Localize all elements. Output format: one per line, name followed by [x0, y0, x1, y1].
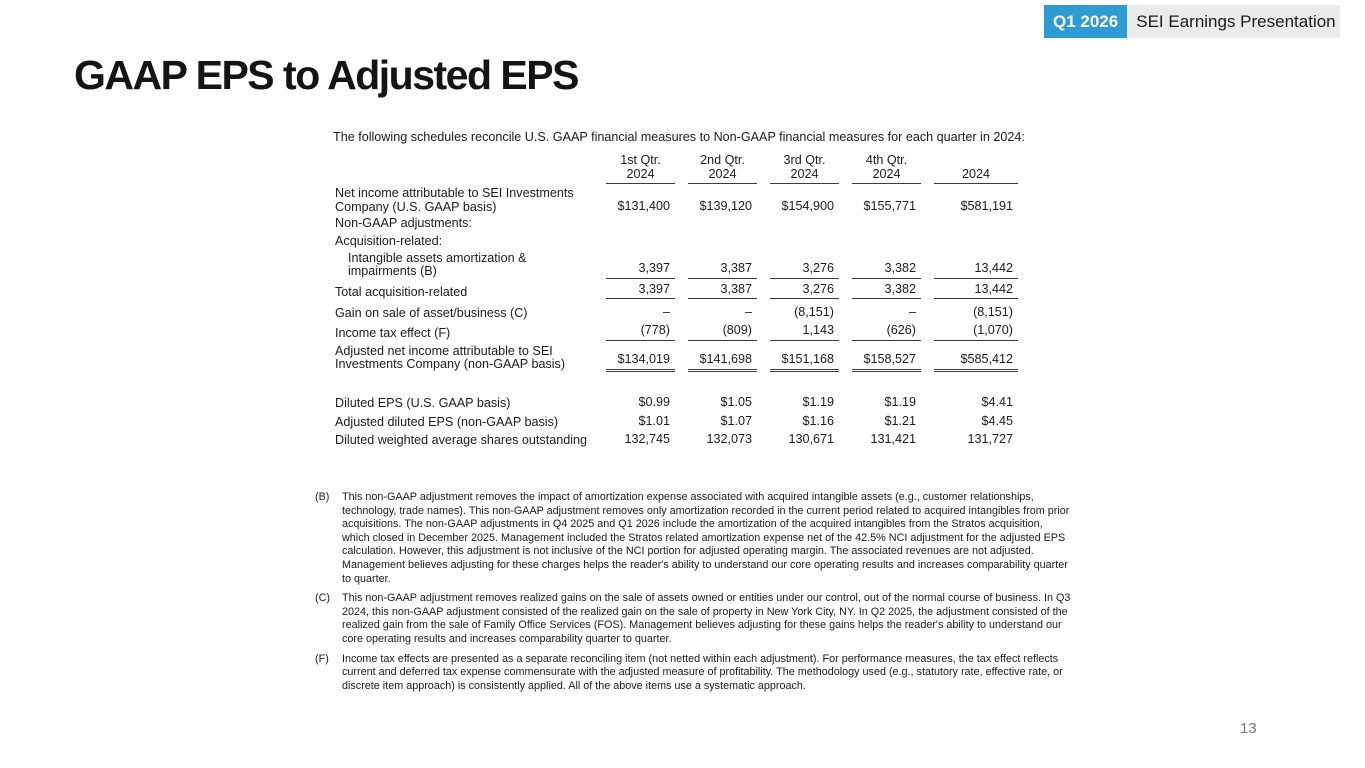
header-bar [1044, 5, 1340, 38]
footnote-label: (C) [315, 592, 330, 605]
cell-value: $155,771 [863, 198, 916, 213]
page-title: GAAP EPS to Adjusted EPS [74, 52, 578, 98]
cell-value: $4.41 [981, 394, 1013, 409]
row-label: Adjusted net income attributable to SEI Investments Company (non-GAAP basis) [335, 343, 566, 372]
column-header [770, 154, 839, 184]
cell-value: 13,442 [934, 283, 1018, 300]
intro-text: The following schedules reconcile U.S. GAAP financial measures to Non-GAAP financial measures for each quarter in 2024: [333, 130, 1025, 144]
cell-value: 13,442 [934, 262, 1018, 279]
row-label: Non-GAAP adjustments: [335, 216, 472, 231]
table-section-gap [335, 372, 1027, 396]
footnote-f [315, 653, 1071, 694]
cell-value: $1.19 [884, 394, 916, 409]
cell-value: (8,151) [794, 305, 834, 320]
table-row [335, 187, 1027, 214]
column-header-line1: 1st Qtr. [620, 153, 661, 167]
cell-value: 131,727 [967, 431, 1013, 446]
column-header [606, 154, 675, 184]
table-row [335, 396, 1027, 411]
cell-value: $1.16 [802, 414, 834, 429]
cell-value: $139,120 [699, 198, 752, 213]
cell-value: 3,397 [606, 283, 675, 300]
table-row [335, 345, 1027, 372]
page-number: 13 [1240, 720, 1257, 737]
row-label: Income tax effect (F) [335, 325, 451, 340]
row-label: Intangible assets amortization & impairments (B) [348, 250, 527, 279]
column-header-line1: 4th Qtr. [865, 153, 908, 167]
cell-value: 3,387 [688, 283, 757, 300]
table-row [335, 433, 1027, 448]
cell-value: $4.45 [981, 414, 1013, 429]
cell-value: – [744, 305, 752, 320]
table-row [335, 217, 1027, 231]
cell-value: $131,400 [617, 198, 670, 213]
cell-value: $141,698 [688, 353, 757, 372]
row-label: Diluted weighted average shares outstanding [335, 432, 588, 447]
cell-value: 3,382 [852, 262, 921, 279]
cell-value: $1.07 [720, 414, 752, 429]
cell-value: $151,168 [770, 353, 839, 372]
row-label: Net income attributable to SEI Investments Company (U.S. GAAP basis) [335, 186, 574, 214]
presentation-title: SEI Earnings Presentation [1136, 11, 1336, 31]
cell-value: $154,900 [781, 198, 834, 213]
cell-value: 132,073 [706, 431, 752, 446]
footnote-label: (B) [315, 491, 330, 503]
cell-value: (8,151) [973, 305, 1013, 320]
footnote-label: (F) [315, 652, 329, 665]
table-row [335, 283, 1027, 300]
cell-value: 3,397 [606, 262, 675, 279]
footnote-c [315, 592, 1071, 646]
cell-value: (778) [606, 324, 675, 341]
cell-value: 3,387 [688, 262, 757, 279]
cell-value: (809) [688, 324, 757, 341]
reconciliation-table [335, 154, 1027, 448]
cell-value: 132,745 [624, 431, 670, 446]
table-header-row [335, 154, 1027, 184]
cell-value: (626) [852, 324, 921, 341]
column-header [688, 154, 757, 184]
column-header-line1: 2nd Qtr. [700, 153, 745, 167]
cell-value: 1,143 [770, 324, 839, 341]
cell-value: – [662, 305, 670, 320]
footnote-b [315, 491, 1071, 586]
column-header-line2: 2024 [872, 166, 901, 181]
table-row [335, 235, 1027, 249]
cell-value: 131,421 [870, 431, 916, 446]
cell-value: 3,276 [770, 283, 839, 300]
column-header-line2: 2024 [790, 166, 819, 181]
cell-value: $1.21 [884, 414, 916, 429]
column-header-line2: 2024 [626, 166, 655, 181]
cell-value: $158,527 [852, 353, 921, 372]
column-header-line2: 2024 [961, 166, 991, 181]
column-header-line2: 2024 [708, 166, 737, 181]
cell-value: (1,070) [934, 324, 1018, 341]
column-header [934, 168, 1018, 185]
cell-value: $1.05 [720, 394, 752, 409]
cell-value: 130,671 [788, 431, 834, 446]
row-label: Total acquisition-related [335, 284, 468, 299]
row-label: Diluted EPS (U.S. GAAP basis) [335, 395, 511, 410]
cell-value: – [908, 305, 916, 320]
cell-value: $134,019 [606, 353, 675, 372]
table-row [335, 252, 1027, 279]
footnote-text: Income tax effects are presented as a separate reconciling item (not netted within each adjustment). For performance measures, the tax effect reflects current and deferred tax expense commensurate with the adjusted measure of profitability. The methodology used (e.g., statutory rate, effective rate, or discrete item approach) is consistently applied. All of the above items use a systematic approach. [342, 652, 1063, 692]
cell-value: $1.01 [638, 414, 670, 429]
cell-value: 3,382 [852, 283, 921, 300]
column-header [852, 154, 921, 184]
cell-value: $581,191 [960, 198, 1013, 213]
cell-value: $1.19 [802, 394, 834, 409]
footnotes [315, 491, 1071, 699]
quarter-badge: Q1 2026 [1044, 5, 1127, 38]
row-label: Acquisition-related: [335, 233, 443, 248]
row-label: Gain on sale of asset/business (C) [335, 306, 528, 321]
table-row [335, 324, 1027, 341]
cell-value: $585,412 [934, 353, 1018, 372]
footnote-text: This non-GAAP adjustment removes the impact of amortization expense associated with acquired intangible assets (e.g., customer relationships, technology, trade names). This non-GAAP adjustment removes only amortization recorded in the current period related to acquired intangibles from prior acquisitions. The non-GAAP adjustments in Q4 2025 and Q1 2026 include the amortization of the acquired intangibles from the Stratos acquisition, which closed in December 2025. Management included the Stratos related amortization expense net of the 42.5% NCI adjustment for the adjusted EPS calculation. However, this adjustment is not inclusive of the NCI portion for adjusted operating margin. The associated revenues are not adjusted. Management believes adjusting for these charges helps the reader's ability to understand our core operating results and increases comparability quarter to quarter. [342, 491, 1070, 585]
table-row [335, 415, 1027, 430]
column-header-line1: 3rd Qtr. [783, 153, 826, 167]
cell-value: $0.99 [638, 394, 670, 409]
row-label: Adjusted diluted EPS (non-GAAP basis) [335, 415, 559, 430]
cell-value: 3,276 [770, 262, 839, 279]
footnote-text: This non-GAAP adjustment removes realized gains on the sale of assets owned or entities under our control, out of the normal course of business. In Q3 2024, this non-GAAP adjustment consisted of the realized gain on the sale of property in New York City, NY. In Q2 2025, the adjustment consisted of the realized gain from the sale of Family Office Services (FOS). Management believes adjusting for these gains helps the reader's ability to understand our core operating results and increases comparability quarter to quarter. [342, 592, 1071, 645]
table-row [335, 306, 1027, 321]
